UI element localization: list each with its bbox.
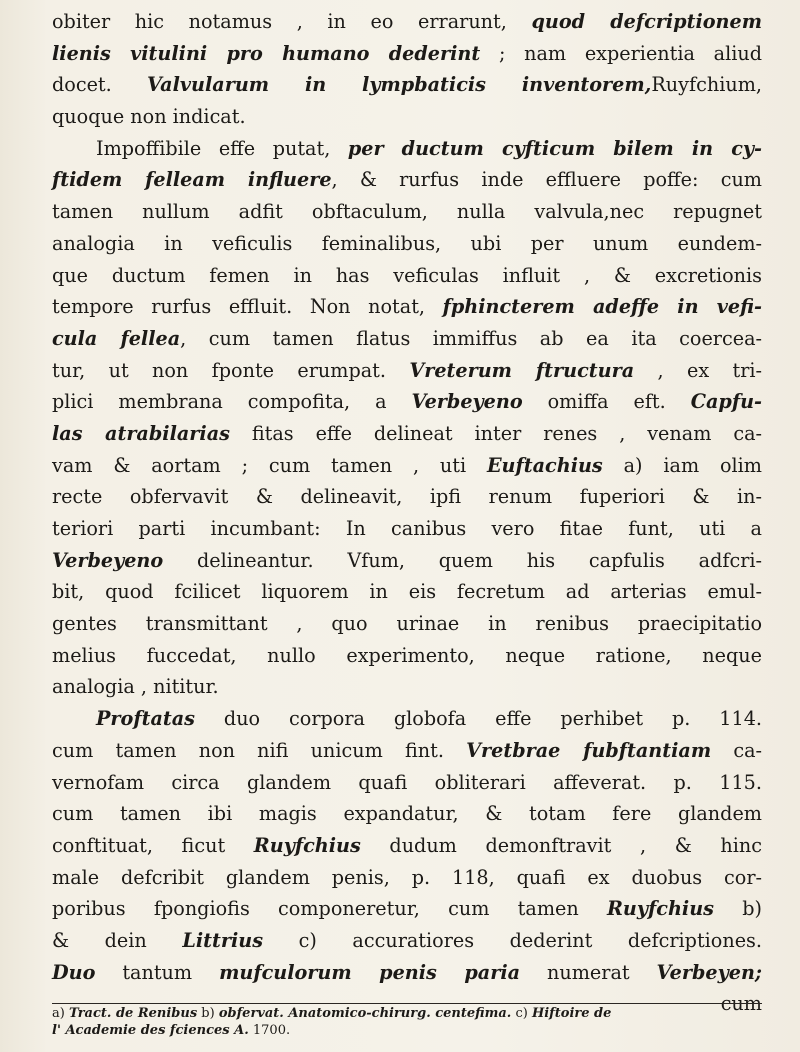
text-run: c) accuratiores dederint defcriptiones.: [263, 928, 762, 952]
text-run: Impoffibile effe putat,: [96, 136, 348, 160]
text-run: ; nam experientia aliud: [480, 41, 762, 65]
body-line: [52, 38, 762, 70]
text-run: male defcribit glandem penis, p. 118, quafi ex duobus cor-: [52, 865, 762, 889]
italic-text: Euftachius: [486, 453, 603, 477]
text-run: cum tamen non nifi unicum fint.: [52, 738, 467, 762]
text-run: cum tamen ibi magis expandatur, & totam fere glandem: [52, 802, 762, 826]
text-run: , ex tri-: [634, 358, 762, 382]
text-run: c): [511, 1006, 532, 1021]
text-run: que ductum femen in has veficulas influit , & excretionis: [52, 263, 762, 287]
body-line: [52, 608, 762, 640]
italic-text: ftidem felleam influere: [52, 168, 332, 192]
italic-text: Ruyfchius: [606, 897, 714, 921]
body-line: [52, 735, 762, 767]
text-run: fitas effe delineat inter renes , venam ca-: [229, 421, 762, 445]
italic-text: Verbeyeno: [411, 390, 523, 414]
italic-text: Capfu-: [690, 390, 762, 414]
body-line: [52, 260, 762, 292]
footnote-rule: [52, 1003, 762, 1004]
text-run: , & rurfus inde effluere poffe: cum: [331, 168, 762, 192]
italic-text: Littrius: [182, 928, 264, 952]
text-run: 1700.: [248, 1023, 291, 1038]
body-line: [52, 418, 762, 450]
italic-text: Hiftoire de: [531, 1006, 612, 1021]
text-run: recte obfervavit & delineavit, ipfi renum fuperiori & in-: [52, 485, 762, 509]
body-line: [52, 164, 762, 196]
text-run: a) iam olim: [602, 453, 762, 477]
text-run: melius fuccedat, nullo experimento, neque ratione, neque: [52, 643, 762, 667]
body-line: [52, 862, 762, 894]
text-run: , cum tamen flatus immiffus ab ea ita coercea-: [180, 326, 762, 350]
text-run: numerat: [520, 960, 657, 984]
text-run: omiffa eft.: [522, 390, 691, 414]
body-line: [52, 133, 762, 165]
text-run: obiter hic notamus , in eo errarunt,: [52, 10, 532, 33]
body-line: [52, 386, 762, 418]
text-run: tantum: [95, 960, 220, 984]
text-run: conftituat, ficut: [52, 833, 254, 857]
body-line: [52, 355, 762, 387]
text-run: tempore rurfus effluit. Non notat,: [52, 295, 443, 319]
body-line: [52, 323, 762, 355]
italic-text: Proftatas: [96, 707, 195, 731]
text-run: analogia , nititur.: [52, 675, 219, 699]
text-run: & dein: [52, 928, 183, 952]
text-run: vernofam circa glandem quafi obliterari affeverat. p. 115.: [52, 770, 762, 794]
text-run: a): [52, 1006, 69, 1021]
body-line: [52, 798, 762, 830]
text-run: delineantur. Vfum, quem his capfulis adfcri-: [163, 548, 762, 572]
italic-text: lienis vitulini pro humano dederint: [52, 41, 481, 65]
italic-text: fphincterem adeffe in vefi-: [442, 295, 762, 319]
italic-text: Ruyfchius: [253, 833, 361, 857]
note-line: [52, 1005, 762, 1022]
text-run: gentes transmittant , quo urinae in renibus praecipitatio: [52, 612, 762, 636]
text-run: plici membrana compofita, a: [52, 390, 412, 414]
body-line: [52, 671, 762, 703]
italic-text: per ductum cyfticum bilem in cy-: [347, 136, 762, 160]
italic-text: Valvularum in lympbaticis inventorem,: [147, 73, 652, 97]
footnotes: [52, 1005, 762, 1039]
body-text: [52, 6, 762, 1020]
italic-text: Duo: [52, 960, 96, 984]
body-line: [52, 101, 762, 133]
text-run: Ruyfchium,: [651, 73, 762, 97]
italic-text: Tract. de Renibus: [68, 1006, 198, 1021]
body-line: [52, 703, 762, 735]
text-run: b): [197, 1006, 219, 1021]
catchword: cum: [720, 992, 762, 1016]
body-line: [52, 481, 762, 513]
italic-text: Vretbrae fubftantiam: [466, 738, 712, 762]
text-run: bit, quod fcilicet liquorem in eis fecretum ad arterias emul-: [52, 580, 762, 604]
body-line: [52, 830, 762, 862]
italic-text: las atrabilarias: [52, 421, 230, 445]
body-line: [52, 228, 762, 260]
text-run: analogia in veficulis feminalibus, ubi per unum eundem-: [52, 231, 762, 255]
italic-text: Vreterum ftructura: [409, 358, 635, 382]
text-run: duo corpora globofa effe perhibet p. 114.: [194, 707, 762, 731]
body-line: [52, 69, 762, 101]
text-run: tur, ut non fponte erumpat.: [52, 358, 410, 382]
body-line: [52, 640, 762, 672]
italic-text: cula fellea: [52, 326, 181, 350]
text-run: docet.: [52, 73, 148, 97]
text-run: dudum demonftravit , & hinc: [360, 833, 763, 857]
text-run: b): [713, 897, 762, 921]
text-run: quoque non indicat.: [52, 105, 246, 129]
body-line: [52, 893, 762, 925]
text-run: poribus fpongiofis componeretur, cum tamen: [52, 897, 607, 921]
body-line: [52, 450, 762, 482]
italic-text: obfervat. Anatomico-chirurg. centefima.: [218, 1006, 512, 1021]
italic-text: Verbeyeno: [52, 548, 164, 572]
text-run: ca-: [711, 738, 763, 762]
body-line: [52, 767, 762, 799]
italic-text: Verbeyen;: [656, 960, 763, 984]
italic-text: mufculorum penis paria: [219, 960, 521, 984]
body-line: [52, 925, 762, 957]
body-line: [52, 957, 762, 989]
body-line: [52, 6, 762, 38]
body-line: [52, 291, 762, 323]
note-line: [52, 1022, 762, 1039]
body-line: [52, 513, 762, 545]
text-run: tamen nullum adfit obftaculum, nulla valvula,nec repugnet: [52, 200, 762, 224]
body-line: [52, 545, 762, 577]
text-run: teriori parti incumbant: In canibus vero fitae funt, uti a: [52, 517, 762, 540]
text-run: vam & aortam ; cum tamen , uti: [52, 453, 487, 477]
italic-text: l' Academie des fciences A.: [52, 1023, 249, 1038]
body-line: [52, 576, 762, 608]
italic-text: quod defcriptionem: [531, 10, 762, 33]
body-line: [52, 196, 762, 228]
